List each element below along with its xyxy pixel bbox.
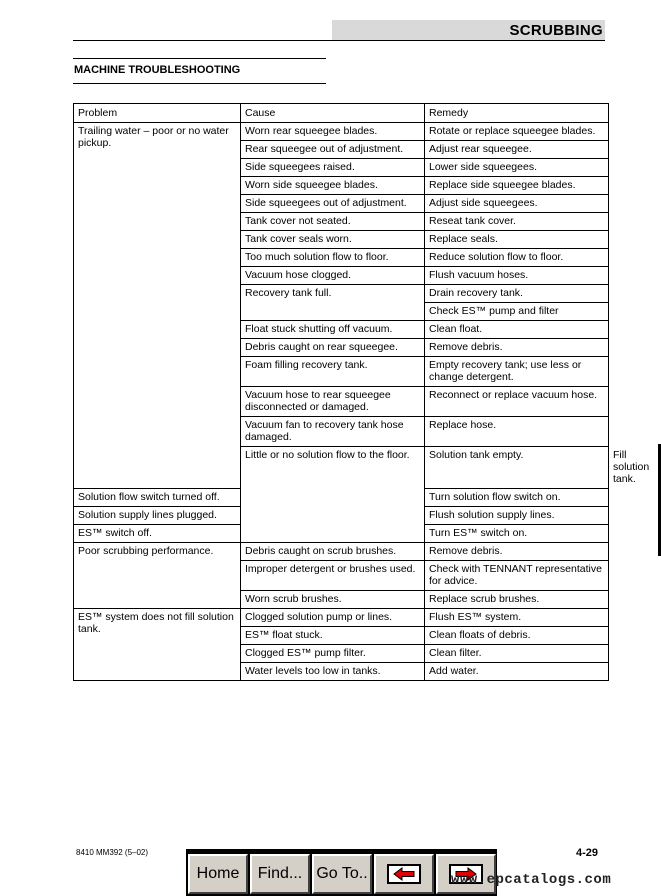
table-row: [74, 543, 609, 561]
column-header-cause: Cause: [241, 104, 425, 123]
remedy-cell: Flush ES™ system.: [425, 609, 609, 627]
cause-cell: Solution tank empty.: [425, 447, 609, 489]
cause-cell: Side squeegees raised.: [241, 159, 425, 177]
remedy-cell: Reduce solution flow to floor.: [425, 249, 609, 267]
remedy-cell: Replace seals.: [425, 231, 609, 249]
cause-cell: Rear squeegee out of adjustment.: [241, 141, 425, 159]
cause-cell: Too much solution flow to floor.: [241, 249, 425, 267]
cause-cell: Debris caught on rear squeegee.: [241, 339, 425, 357]
cause-cell: Worn scrub brushes.: [241, 591, 425, 609]
cause-cell: Improper detergent or brushes used.: [241, 561, 425, 591]
cause-cell: Solution supply lines plugged.: [74, 507, 241, 525]
remedy-cell: Replace hose.: [425, 417, 609, 447]
table-row: Little or no solution flow to the floor. Solution tank empty. Fill solution tank.: [74, 447, 609, 489]
troubleshooting-table: [73, 103, 650, 681]
remedy-cell: Lower side squeegees.: [425, 159, 609, 177]
remedy-cell: Clean filter.: [425, 645, 609, 663]
remedy-cell: Drain recovery tank.: [425, 285, 609, 303]
goto-button[interactable]: Go To..: [312, 854, 372, 894]
document-id: 8410 MM392 (5–02): [76, 848, 149, 857]
cause-cell: Tank cover seals worn.: [241, 231, 425, 249]
section-rule-bottom: [73, 83, 326, 84]
cause-cell: ES™ float stuck.: [241, 627, 425, 645]
column-header-problem: Problem: [74, 104, 241, 123]
cause-cell: Clogged ES™ pump filter.: [241, 645, 425, 663]
cause-cell: Vacuum hose clogged.: [241, 267, 425, 285]
cause-cell: Tank cover not seated.: [241, 213, 425, 231]
remedy-cell: Rotate or replace squeegee blades.: [425, 123, 609, 141]
remedy-cell: Empty recovery tank; use less or change detergent.: [425, 357, 609, 387]
previous-page-button[interactable]: [374, 854, 434, 894]
remedy-cell: Check ES™ pump and filter: [425, 303, 609, 321]
cause-cell: Float stuck shutting off vacuum.: [241, 321, 425, 339]
remedy-cell: Clean float.: [425, 321, 609, 339]
cause-cell: Debris caught on scrub brushes.: [241, 543, 425, 561]
cause-cell: Worn side squeegee blades.: [241, 177, 425, 195]
remedy-cell: Remove debris.: [425, 543, 609, 561]
section-title: MACHINE TROUBLESHOOTING: [74, 64, 241, 76]
remedy-cell: Remove debris.: [425, 339, 609, 357]
remedy-cell: Add water.: [425, 663, 609, 681]
cause-cell: Clogged solution pump or lines.: [241, 609, 425, 627]
table-row: [74, 609, 609, 627]
problem-cell: ES™ system does not fill solution tank.: [74, 609, 241, 681]
remedy-cell: Reconnect or replace vacuum hose.: [425, 387, 609, 417]
remedy-cell: Adjust side squeegees.: [425, 195, 609, 213]
cause-cell: Recovery tank full.: [241, 285, 425, 321]
section-rule-top: [73, 58, 326, 59]
remedy-cell: Replace side squeegee blades.: [425, 177, 609, 195]
problem-cell: Poor scrubbing performance.: [74, 543, 241, 609]
cause-cell: Side squeegees out of adjustment.: [241, 195, 425, 213]
remedy-cell: Reseat tank cover.: [425, 213, 609, 231]
problem-cell: Little or no solution flow to the floor.: [241, 447, 425, 543]
table-row: [74, 123, 609, 141]
cause-cell: ES™ switch off.: [74, 525, 241, 543]
cause-cell: Worn rear squeegee blades.: [241, 123, 425, 141]
problem-cell: Trailing water – poor or no water pickup.: [74, 123, 241, 489]
cause-cell: Solution flow switch turned off.: [74, 489, 241, 507]
remedy-cell: Turn solution flow switch on.: [425, 489, 609, 507]
remedy-cell: Flush vacuum hoses.: [425, 267, 609, 285]
cause-cell: Vacuum fan to recovery tank hose damaged.: [241, 417, 425, 447]
column-header-remedy: Remedy: [425, 104, 609, 123]
header-rule: [73, 40, 605, 41]
page-number: 4-29: [576, 847, 599, 859]
cause-cell: Water levels too low in tanks.: [241, 663, 425, 681]
remedy-cell: Flush solution supply lines.: [425, 507, 609, 525]
remedy-cell: Adjust rear squeegee.: [425, 141, 609, 159]
remedy-cell: Clean floats of debris.: [425, 627, 609, 645]
remedy-cell: Turn ES™ switch on.: [425, 525, 609, 543]
find-button[interactable]: Find...: [250, 854, 310, 894]
watermark-text: www.epcatalogs.com: [451, 872, 612, 888]
home-button[interactable]: Home: [188, 854, 248, 894]
left-arrow-icon: [387, 864, 421, 884]
cause-cell: Foam filling recovery tank.: [241, 357, 425, 387]
remedy-cell: Check with TENNANT representative for advice.: [425, 561, 609, 591]
section-header: SCRUBBING: [509, 22, 603, 39]
remedy-cell: Replace scrub brushes.: [425, 591, 609, 609]
table-header-row: [74, 104, 609, 123]
cause-cell: Vacuum hose to rear squeegee disconnected or damaged.: [241, 387, 425, 417]
